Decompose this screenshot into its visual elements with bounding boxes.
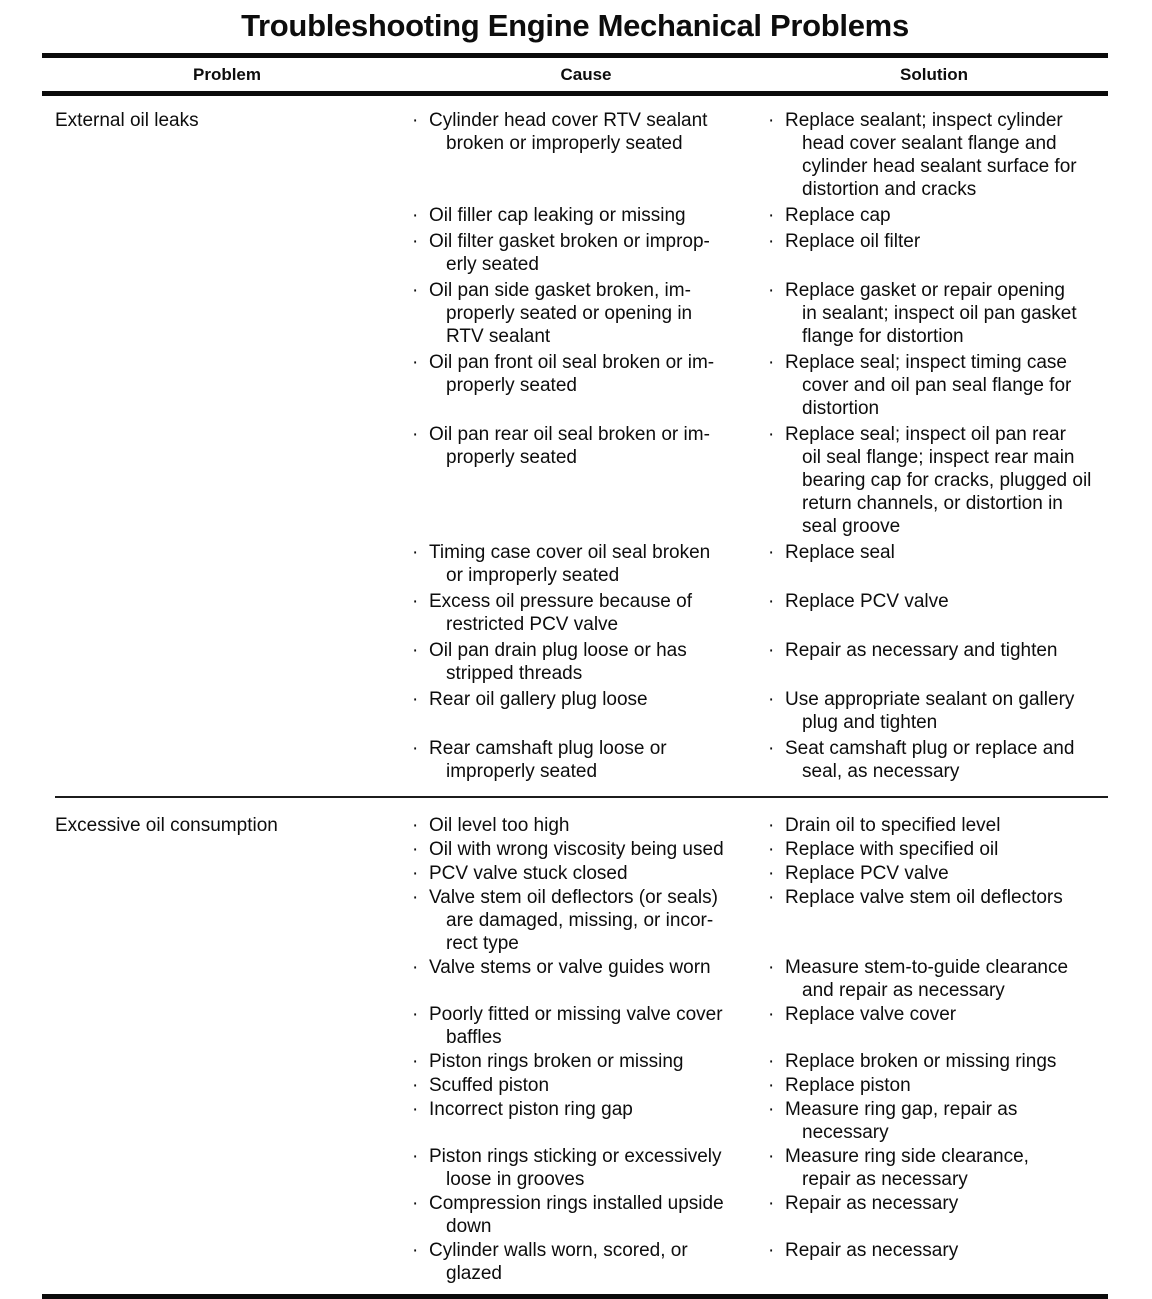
cause-text [429, 423, 760, 469]
column-header-cause: Cause [560, 64, 612, 84]
bullet-icon: · [412, 1240, 419, 1261]
cause-line: properly seated or opening in [446, 303, 693, 324]
table-row [412, 1239, 1108, 1285]
cause-item [412, 541, 760, 587]
bullet-icon: · [412, 1146, 419, 1167]
cause-text [429, 230, 760, 276]
solution-cell [760, 423, 1108, 538]
solution-text [785, 230, 1108, 253]
cause-cell [412, 639, 760, 685]
solution-cell [760, 862, 1108, 885]
solution-line: Use appropriate sealant on gallery [785, 689, 1075, 710]
bullet-icon: · [412, 591, 419, 612]
solution-text [785, 351, 1108, 420]
cause-line: Oil with wrong viscosity being used [429, 839, 724, 860]
solution-cell [760, 1003, 1108, 1049]
solution-line: Replace gasket or repair opening [785, 280, 1065, 301]
cause-cell [412, 1050, 760, 1073]
solution-item [768, 639, 1108, 662]
cause-cell [412, 109, 760, 201]
cause-item [412, 279, 760, 348]
solution-item [768, 1239, 1108, 1262]
solution-text [785, 541, 1108, 564]
cause-item [412, 423, 760, 469]
cause-text [429, 814, 760, 837]
solution-text [785, 1074, 1108, 1097]
solution-line: bearing cap for cracks, plugged oil [802, 470, 1092, 491]
cause-item [412, 814, 760, 837]
bullet-icon: · [412, 957, 419, 978]
solution-line: Replace seal; inspect timing case [785, 352, 1067, 373]
bullet-icon: · [412, 738, 419, 759]
cause-line: loose in grooves [446, 1169, 585, 1190]
solution-text [785, 956, 1108, 1002]
cause-line: down [446, 1216, 492, 1237]
cause-item [412, 1074, 760, 1097]
cause-item [412, 838, 760, 861]
bullet-icon: · [412, 640, 419, 661]
cause-cell [412, 423, 760, 538]
cause-item [412, 886, 760, 955]
solution-item [768, 688, 1108, 734]
solution-text [785, 279, 1108, 348]
cause-line: baffles [446, 1027, 502, 1048]
bullet-icon: · [768, 689, 775, 710]
cause-line: Rear oil gallery plug loose [429, 689, 648, 710]
cause-text [429, 639, 760, 685]
solution-line: distortion and cracks [802, 179, 977, 200]
cause-cell [412, 1239, 760, 1285]
cause-line: Oil pan rear oil seal broken or im- [429, 424, 710, 445]
cause-cell [412, 737, 760, 783]
cause-line: improperly seated [446, 761, 598, 782]
cause-cell [412, 590, 760, 636]
table-row [412, 1145, 1108, 1191]
bullet-icon: · [412, 863, 419, 884]
cause-line: Compression rings installed upside [429, 1193, 724, 1214]
bullet-icon: · [768, 1099, 775, 1120]
cause-item [412, 1192, 760, 1238]
solution-text [785, 1098, 1108, 1144]
cause-line: Excess oil pressure because of [429, 591, 692, 612]
cause-line: Poorly fitted or missing valve cover [429, 1004, 723, 1025]
solution-line: Measure stem-to-guide clearance [785, 957, 1069, 978]
cause-text [429, 1074, 760, 1097]
cause-line: properly seated [446, 375, 577, 396]
bullet-icon: · [768, 738, 775, 759]
solution-line: oil seal flange; inspect rear main [802, 447, 1075, 468]
cause-item [412, 737, 760, 783]
bullet-icon: · [768, 1004, 775, 1025]
problem-label: External oil leaks [55, 110, 199, 131]
bullet-icon: · [768, 231, 775, 252]
cause-cell [412, 204, 760, 227]
table-row [412, 541, 1108, 587]
table-header-row [42, 58, 1108, 91]
solution-item [768, 109, 1108, 201]
cause-cell [412, 230, 760, 276]
table-row [412, 204, 1108, 227]
cause-line: Cylinder walls worn, scored, or [429, 1240, 688, 1261]
solution-line: Replace PCV valve [785, 591, 949, 612]
cause-text [429, 862, 760, 885]
bullet-icon: · [768, 1146, 775, 1167]
solution-line: head cover sealant flange and [802, 133, 1057, 154]
solution-line: repair as necessary [802, 1169, 968, 1190]
section-rows [412, 814, 1108, 1286]
solution-item [768, 351, 1108, 420]
cause-line: properly seated [446, 447, 577, 468]
solution-cell [760, 109, 1108, 201]
section-rows [412, 109, 1108, 786]
bullet-icon: · [412, 280, 419, 301]
cause-item [412, 1050, 760, 1073]
column-header-solution: Solution [900, 64, 968, 84]
solution-text [785, 639, 1108, 662]
table-row [412, 1098, 1108, 1144]
solution-text [785, 109, 1108, 201]
bullet-icon: · [412, 110, 419, 131]
table-row [412, 1192, 1108, 1238]
cause-cell [412, 838, 760, 861]
problem-label: Excessive oil consumption [55, 815, 278, 836]
solution-item [768, 886, 1108, 909]
solution-line: Replace valve cover [785, 1004, 957, 1025]
cause-line: Oil pan side gasket broken, im- [429, 280, 691, 301]
cause-text [429, 1098, 760, 1121]
solution-line: Replace cap [785, 205, 891, 226]
solution-line: Replace piston [785, 1075, 911, 1096]
solution-cell [760, 956, 1108, 1002]
solution-cell [760, 204, 1108, 227]
cause-item [412, 204, 760, 227]
solution-cell [760, 590, 1108, 636]
solution-cell [760, 737, 1108, 783]
solution-line: Measure ring side clearance, [785, 1146, 1029, 1167]
bullet-icon: · [412, 1075, 419, 1096]
cause-cell [412, 1145, 760, 1191]
solution-cell [760, 351, 1108, 420]
table-row [412, 423, 1108, 538]
solution-cell [760, 838, 1108, 861]
solution-item [768, 956, 1108, 1002]
solution-cell [760, 1074, 1108, 1097]
solution-line: Replace valve stem oil deflectors [785, 887, 1063, 908]
cause-cell [412, 956, 760, 1002]
bullet-icon: · [768, 591, 775, 612]
bullet-icon: · [768, 863, 775, 884]
cause-text [429, 109, 760, 155]
cause-cell [412, 1098, 760, 1144]
bullet-icon: · [412, 1051, 419, 1072]
solution-item [768, 1050, 1108, 1073]
cause-line: Oil level too high [429, 815, 570, 836]
cause-cell [412, 279, 760, 348]
solution-item [768, 1003, 1108, 1026]
solution-cell [760, 1098, 1108, 1144]
solution-cell [760, 541, 1108, 587]
bullet-icon: · [412, 1099, 419, 1120]
solution-cell [760, 814, 1108, 837]
solution-line: Seat camshaft plug or replace and [785, 738, 1075, 759]
solution-item [768, 204, 1108, 227]
cause-line: rect type [446, 933, 519, 954]
solution-line: seal groove [802, 516, 901, 537]
cause-line: Cylinder head cover RTV sealant [429, 110, 708, 131]
solution-line: in sealant; inspect oil pan gasket [802, 303, 1077, 324]
solution-text [785, 1192, 1108, 1215]
bullet-icon: · [768, 352, 775, 373]
cause-line: Scuffed piston [429, 1075, 550, 1096]
solution-item [768, 1145, 1108, 1191]
bullet-icon: · [412, 424, 419, 445]
cause-text [429, 204, 760, 227]
table-row [412, 1003, 1108, 1049]
bullet-icon: · [412, 815, 419, 836]
solution-item [768, 1192, 1108, 1215]
solution-cell [760, 1192, 1108, 1238]
cause-line: broken or improperly seated [446, 133, 683, 154]
cause-text [429, 886, 760, 955]
solution-text [785, 838, 1108, 861]
table-row [412, 688, 1108, 734]
cause-line: Piston rings sticking or excessively [429, 1146, 722, 1167]
solution-text [785, 814, 1108, 837]
cause-line: Timing case cover oil seal broken [429, 542, 711, 563]
bullet-icon: · [412, 205, 419, 226]
bullet-icon: · [768, 839, 775, 860]
solution-line: return channels, or distortion in [802, 493, 1063, 514]
table-row [412, 956, 1108, 1002]
solution-item [768, 423, 1108, 538]
cause-text [429, 956, 760, 979]
cause-text [429, 1145, 760, 1191]
bullet-icon: · [768, 1193, 775, 1214]
solution-line: cylinder head sealant surface for [802, 156, 1077, 177]
solution-text [785, 423, 1108, 538]
cause-line: Rear camshaft plug loose or [429, 738, 667, 759]
cause-text [429, 279, 760, 348]
solution-item [768, 737, 1108, 783]
cause-text [429, 1050, 760, 1073]
table-row [412, 639, 1108, 685]
solution-cell [760, 1239, 1108, 1285]
solution-line: Replace PCV valve [785, 863, 949, 884]
cause-line: stripped threads [446, 663, 583, 684]
solution-cell [760, 886, 1108, 955]
solution-text [785, 1003, 1108, 1026]
bullet-icon: · [768, 957, 775, 978]
solution-line: Measure ring gap, repair as [785, 1099, 1018, 1120]
cause-line: Oil pan front oil seal broken or im- [429, 352, 715, 373]
cause-line: Oil filter gasket broken or improp- [429, 231, 710, 252]
cause-line: PCV valve stuck closed [429, 863, 628, 884]
bullet-icon: · [768, 205, 775, 226]
solution-text [785, 862, 1108, 885]
cause-cell [412, 1003, 760, 1049]
cause-line: Oil filler cap leaking or missing [429, 205, 686, 226]
table-body [42, 96, 1108, 1286]
solution-line: Replace oil filter [785, 231, 921, 252]
bullet-icon: · [768, 1240, 775, 1261]
cause-cell [412, 1074, 760, 1097]
solution-line: Repair as necessary [785, 1240, 959, 1261]
cause-cell [412, 886, 760, 955]
cause-cell [412, 688, 760, 734]
cause-cell [412, 541, 760, 587]
cause-item [412, 230, 760, 276]
table-row [412, 1050, 1108, 1073]
cause-line: restricted PCV valve [446, 614, 619, 635]
table-row [412, 279, 1108, 348]
bullet-icon: · [412, 1004, 419, 1025]
cause-cell [412, 351, 760, 420]
table-row [412, 886, 1108, 955]
cause-line: Valve stems or valve guides worn [429, 957, 711, 978]
cause-item [412, 1098, 760, 1121]
cause-cell [412, 1192, 760, 1238]
cause-item [412, 109, 760, 155]
solution-text [785, 204, 1108, 227]
cause-line: Valve stem oil deflectors (or seals) [429, 887, 718, 908]
cause-text [429, 1192, 760, 1238]
solution-line: seal, as necessary [802, 761, 960, 782]
solution-line: Replace sealant; inspect cylinder [785, 110, 1063, 131]
cause-item [412, 956, 760, 979]
cause-text [429, 1003, 760, 1049]
solution-text [785, 1145, 1108, 1191]
cause-item [412, 1145, 760, 1191]
cause-item [412, 1003, 760, 1049]
bullet-icon: · [412, 887, 419, 908]
cause-line: Incorrect piston ring gap [429, 1099, 633, 1120]
solution-item [768, 279, 1108, 348]
troubleshooting-table [42, 53, 1108, 1299]
solution-cell [760, 279, 1108, 348]
bullet-icon: · [412, 231, 419, 252]
table-section [42, 96, 1108, 786]
solution-line: cover and oil pan seal flange for [802, 375, 1072, 396]
cause-line: Oil pan drain plug loose or has [429, 640, 687, 661]
solution-item [768, 814, 1108, 837]
solution-item [768, 590, 1108, 613]
cause-line: Piston rings broken or missing [429, 1051, 684, 1072]
bullet-icon: · [768, 542, 775, 563]
solution-line: Replace seal; inspect oil pan rear [785, 424, 1066, 445]
solution-text [785, 886, 1108, 909]
bullet-icon: · [768, 280, 775, 301]
solution-text [785, 688, 1108, 734]
cause-line: glazed [446, 1263, 502, 1284]
bullet-icon: · [412, 542, 419, 563]
bullet-icon: · [768, 1075, 775, 1096]
solution-item [768, 838, 1108, 861]
cause-item [412, 590, 760, 636]
bullet-icon: · [412, 689, 419, 710]
cause-item [412, 862, 760, 885]
bullet-icon: · [412, 1193, 419, 1214]
cause-line: erly seated [446, 254, 539, 275]
table-row [412, 590, 1108, 636]
solution-line: distortion [802, 398, 880, 419]
page-title: Troubleshooting Engine Mechanical Problems [241, 8, 909, 43]
cause-item [412, 1239, 760, 1285]
cause-item [412, 688, 760, 711]
cause-item [412, 351, 760, 397]
bullet-icon: · [768, 424, 775, 445]
solution-line: necessary [802, 1122, 889, 1143]
solution-text [785, 590, 1108, 613]
solution-item [768, 1098, 1108, 1144]
table-row [412, 737, 1108, 783]
solution-line: Repair as necessary and tighten [785, 640, 1058, 661]
solution-text [785, 1239, 1108, 1262]
bullet-icon: · [412, 352, 419, 373]
bullet-icon: · [412, 839, 419, 860]
solution-cell [760, 230, 1108, 276]
table-section [42, 798, 1108, 1286]
table-row [412, 862, 1108, 885]
solution-item [768, 1074, 1108, 1097]
bullet-icon: · [768, 1051, 775, 1072]
table-row [412, 230, 1108, 276]
bullet-icon: · [768, 887, 775, 908]
solution-line: Replace broken or missing rings [785, 1051, 1057, 1072]
table-row [412, 814, 1108, 837]
cause-text [429, 737, 760, 783]
bullet-icon: · [768, 640, 775, 661]
bullet-icon: · [768, 110, 775, 131]
cause-text [429, 541, 760, 587]
solution-line: flange for distortion [802, 326, 964, 347]
bullet-icon: · [768, 815, 775, 836]
table-row [412, 351, 1108, 420]
solution-item [768, 862, 1108, 885]
cause-line: or improperly seated [446, 565, 620, 586]
cause-text [429, 351, 760, 397]
solution-cell [760, 688, 1108, 734]
solution-item [768, 541, 1108, 564]
solution-line: Replace seal [785, 542, 895, 563]
cause-cell [412, 862, 760, 885]
solution-line: Drain oil to specified level [785, 815, 1001, 836]
solution-line: plug and tighten [802, 712, 938, 733]
solution-cell [760, 1050, 1108, 1073]
solution-item [768, 230, 1108, 253]
cause-cell [412, 814, 760, 837]
table-row [412, 1074, 1108, 1097]
cause-text [429, 838, 760, 861]
solution-text [785, 737, 1108, 783]
solution-line: and repair as necessary [802, 980, 1005, 1001]
table-row [412, 109, 1108, 201]
cause-text [429, 688, 760, 711]
cause-text [429, 1239, 760, 1285]
solution-line: Repair as necessary [785, 1193, 959, 1214]
solution-text [785, 1050, 1108, 1073]
column-header-problem: Problem [192, 64, 262, 84]
cause-text [429, 590, 760, 636]
cause-line: RTV sealant [446, 326, 551, 347]
solution-cell [760, 1145, 1108, 1191]
solution-cell [760, 639, 1108, 685]
solution-line: Replace with specified oil [785, 839, 999, 860]
cause-item [412, 639, 760, 685]
cause-line: are damaged, missing, or incor- [446, 910, 714, 931]
table-row [412, 838, 1108, 861]
